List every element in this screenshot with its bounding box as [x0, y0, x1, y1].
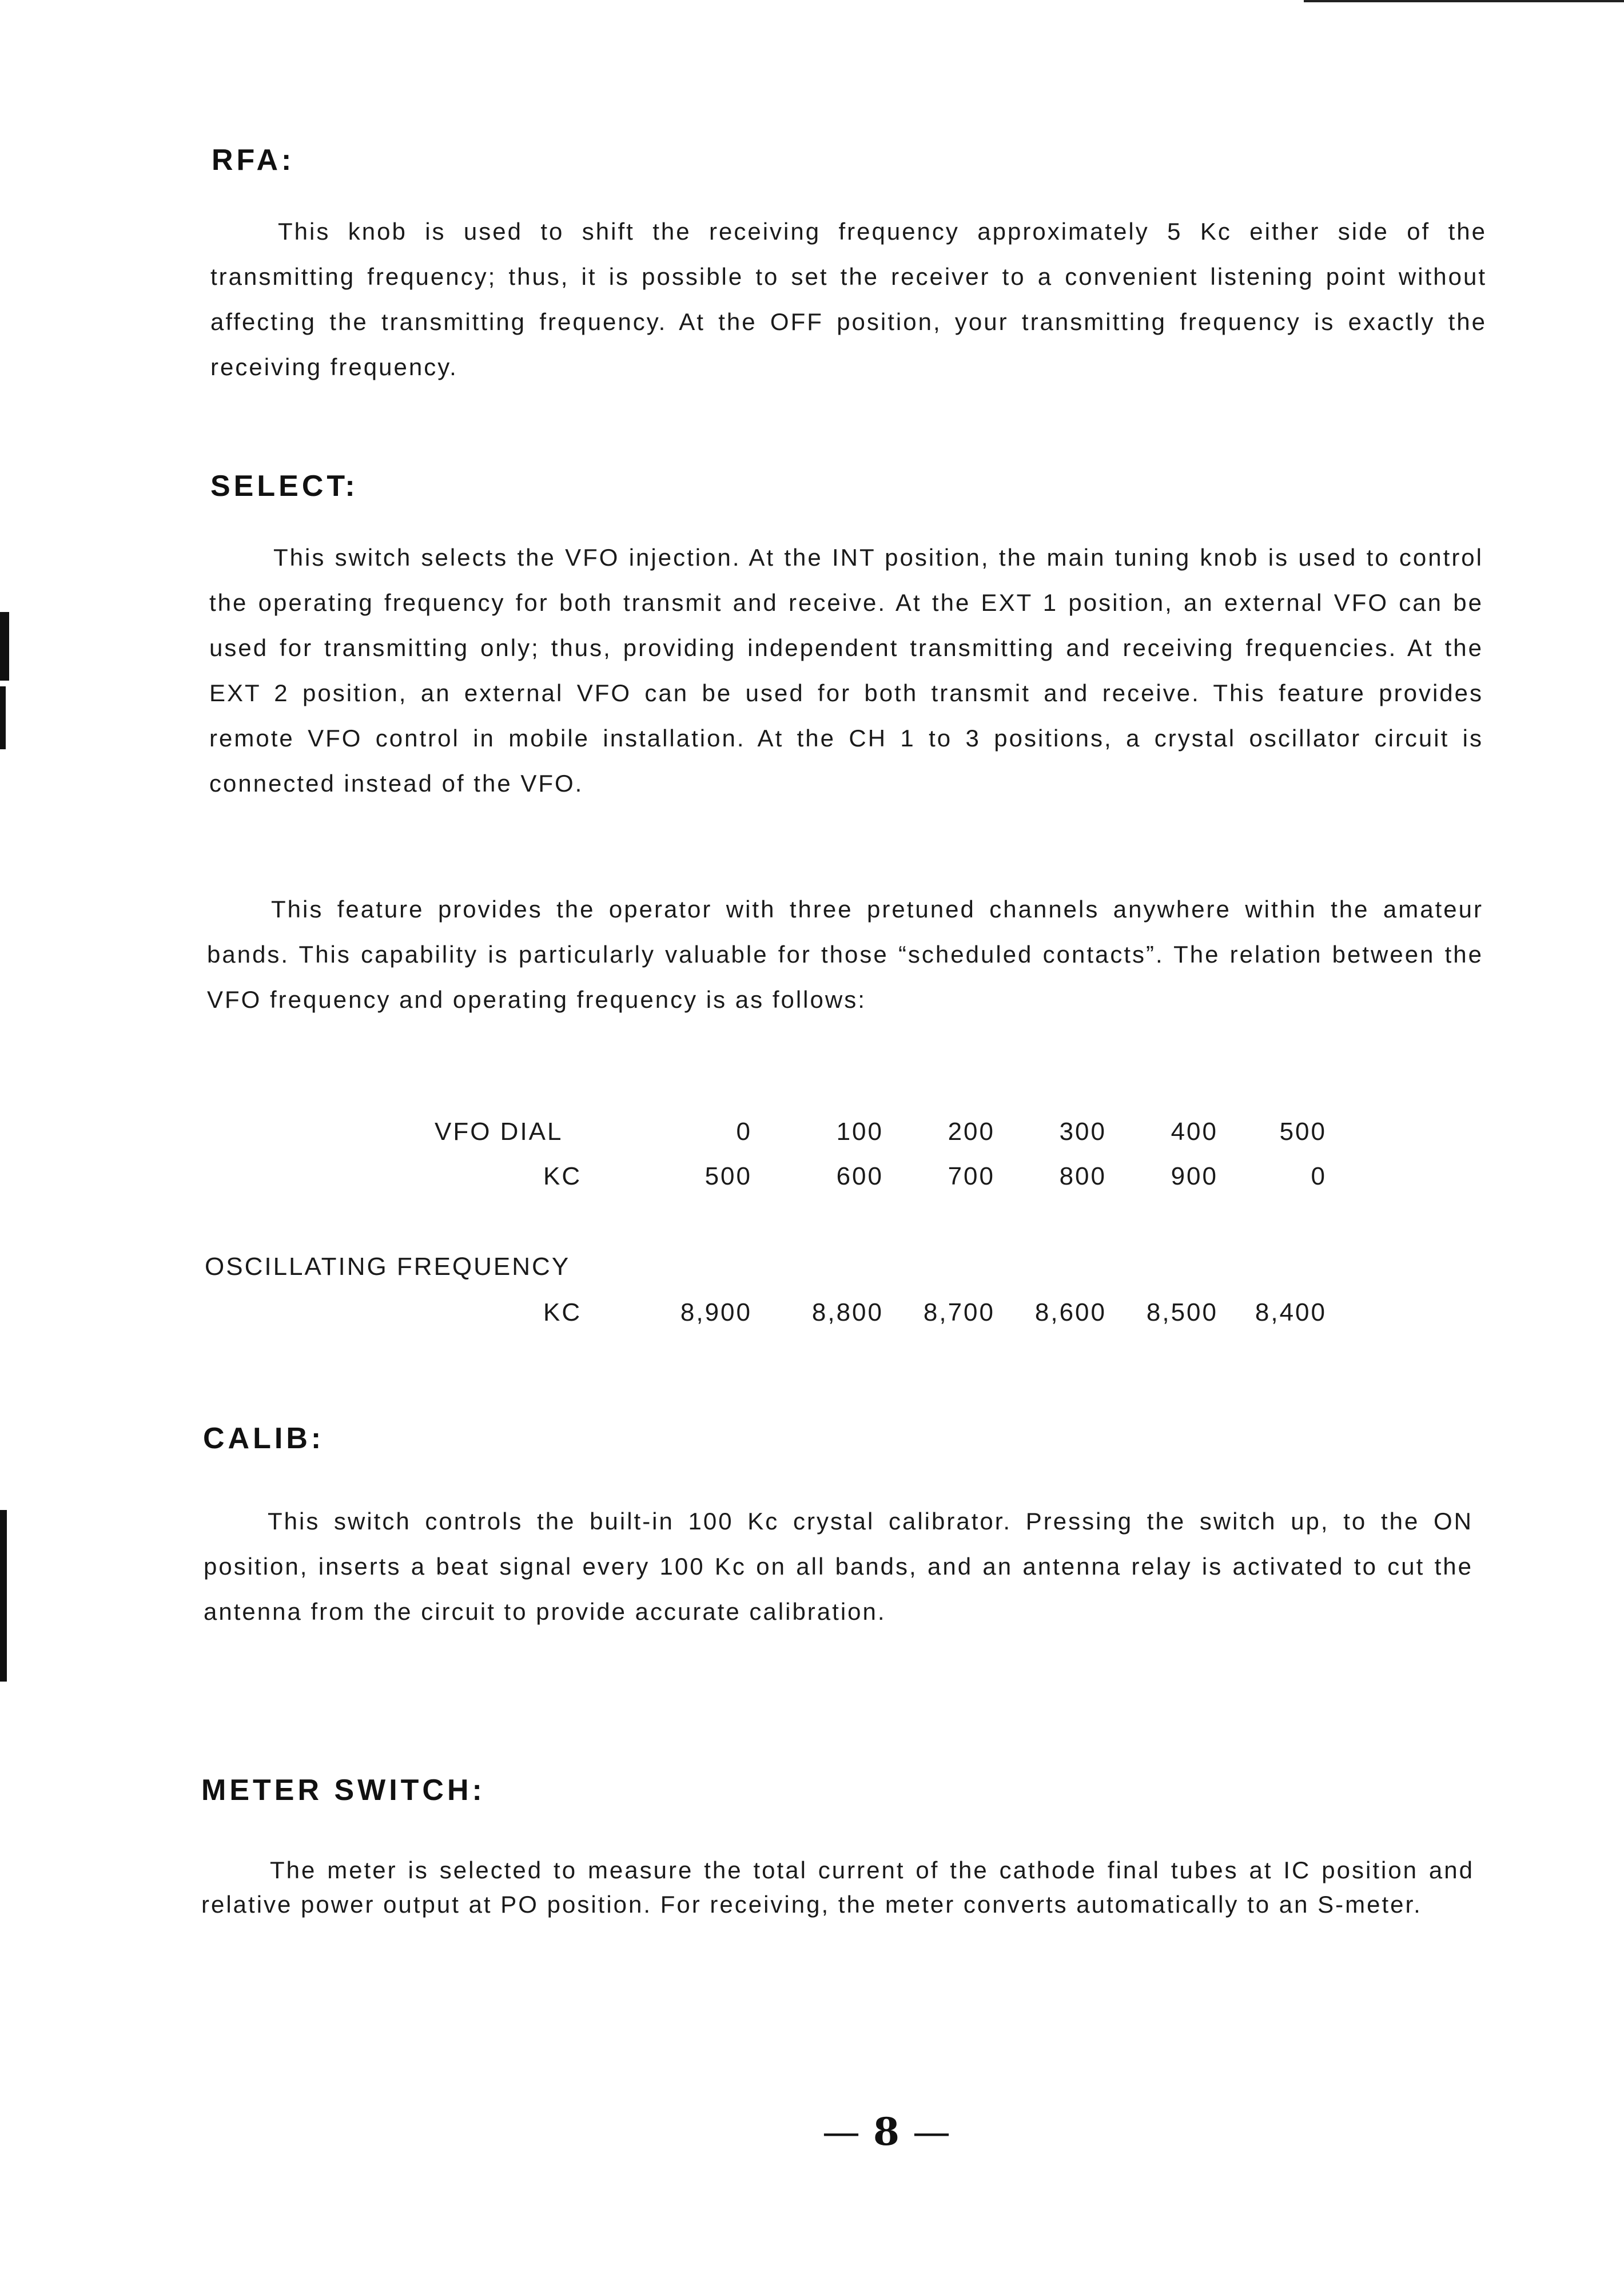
scan-edge-mark	[0, 1510, 7, 1682]
osc-kc-cell: 8,800	[811, 1298, 883, 1326]
osc-kc-unit: KC	[543, 1298, 582, 1326]
osc-kc-cell: 8,600	[1034, 1298, 1106, 1326]
vfo-kc-cell: 900	[1171, 1162, 1218, 1190]
vfo-kc-cell: 500	[704, 1162, 752, 1190]
vfo-kc-cell: 0	[1311, 1162, 1327, 1190]
vfo-kc-cell: 600	[836, 1162, 883, 1190]
page-number-value: 8	[873, 2109, 899, 2154]
scan-edge-mark	[0, 686, 6, 749]
calib-paragraph: This switch controls the built-in 100 Kc crystal calibrator. Pressing the switch up, to the ON position, inserts a beat signal every 100 Kc on all bands, and an antenna relay is activated to cut the antenna from the circuit to provide accurate calibration.	[204, 1508, 1473, 1625]
section-heading-rfa: RFA:	[212, 144, 295, 177]
vfo-dial-cell: 300	[1059, 1118, 1106, 1146]
rfa-paragraph: This knob is used to shift the receiving frequency approximately 5 Kc either side of the transmitting frequency; thus, it is possible to set the receiver to a convenient listening point without affecting the transmitting frequency. At the OFF position, your transmitting frequency is exactly the receiving frequency.	[210, 218, 1487, 380]
vfo-dial-cell: 100	[836, 1118, 883, 1146]
section-heading-select: SELECT:	[210, 470, 359, 503]
page-number-dash-left: —	[822, 2110, 861, 2154]
osc-kc-cell: 8,500	[1146, 1298, 1218, 1326]
select-paragraph: This switch selects the VFO injection. At the INT position, the main tuning knob is used to control the operating frequency for both transmit and receive. At the EXT 1 position, an external VFO can be used for transmitting only; thus, providing independent transmitting and receiving frequencies. At the EXT 2 position, an external VFO can be used for both transmit and receive. This feature provides remote VFO control in mobile installation. At the CH 1 to 3 positions, a crystal oscillator circuit is connected instead of the VFO.	[209, 544, 1483, 797]
page-number-dash-right: —	[912, 2110, 950, 2154]
vfo-dial-cell: 0	[736, 1118, 752, 1146]
osc-kc-cell: 8,700	[923, 1298, 995, 1326]
vfo-kc-cell: 700	[948, 1162, 995, 1190]
vfo-kc-cell: 800	[1059, 1162, 1106, 1190]
oscillating-frequency-label: OSCILLATING FREQUENCY	[205, 1253, 571, 1281]
section-heading-meter-switch: METER SWITCH:	[201, 1774, 485, 1807]
meter-switch-paragraph: The meter is selected to measure the total current of the cathode final tubes at IC position and relative power output at PO position. For receiving, the meter converts automatically to an S-meter.	[201, 1857, 1474, 1918]
page-number	[812, 2109, 961, 2154]
vfo-dial-cell: 200	[948, 1118, 995, 1146]
vfo-kc-unit: KC	[543, 1162, 582, 1190]
osc-kc-cell: 8,900	[680, 1298, 752, 1326]
top-edge-rule	[1304, 0, 1624, 2]
vfo-dial-label: VFO DIAL	[435, 1118, 563, 1146]
osc-kc-cell: 8,400	[1255, 1298, 1327, 1326]
section-heading-calib: CALIB:	[203, 1422, 325, 1455]
vfo-dial-cell: 400	[1171, 1118, 1218, 1146]
select-channels-paragraph: This feature provides the operator with three pretuned channels anywhere within the amateur bands. This capability is particularly valuable for those “scheduled contacts”. The relation between the VFO frequency and operating frequency is as follows:	[207, 896, 1483, 1013]
vfo-dial-cell: 500	[1279, 1118, 1327, 1146]
scan-edge-mark	[0, 612, 9, 681]
